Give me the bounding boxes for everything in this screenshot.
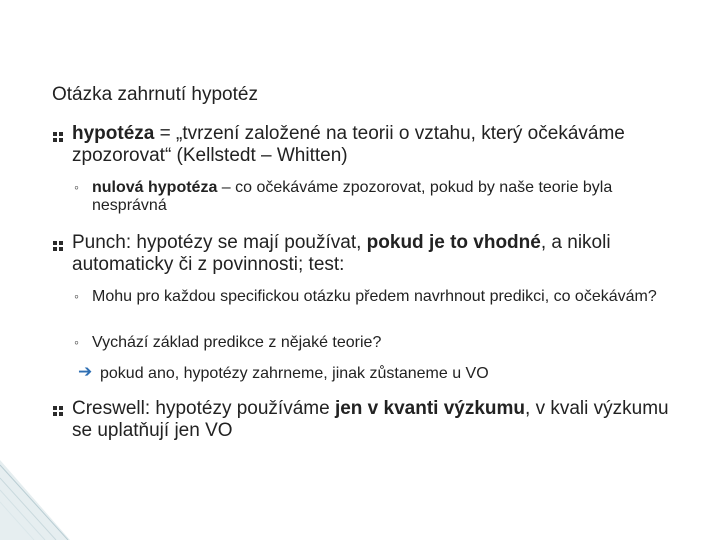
square-bullet-icon [52, 405, 64, 417]
sub-conclusion: pokud ano, hypotézy zahrneme, jinak zůstaneme u VO [100, 365, 489, 382]
punch-text-post: , a nikoli automaticky či z povinnosti; test: [72, 232, 611, 275]
sub-null-hypothesis [92, 179, 682, 215]
bullet-hypothesis-definition [72, 123, 672, 167]
term-hypothesis: hypotéza [72, 123, 155, 144]
punch-text-pre: Punch: hypotézy se mají používat, [72, 232, 367, 253]
punch-emphasis: pokud je to vhodné [366, 232, 541, 253]
null-hypothesis-text: – co očekáváme zpozorovat, pokud by naše teorie byla nesprávná [92, 179, 613, 214]
slide-title: Otázka zahrnutí hypotéz [52, 84, 258, 105]
hypothesis-definition-text: = „tvrzení založené na teorii o vztahu, který očekáváme zpozorovat“ (Kellstedt – Whitten) [72, 123, 625, 166]
square-bullet-icon [52, 240, 64, 252]
hollow-circle-icon: ◦ [74, 334, 79, 350]
hollow-circle-icon: ◦ [74, 179, 79, 195]
creswell-text-post: , v kvali výzkumu se uplatňují jen VO [72, 398, 669, 441]
creswell-text-pre: Creswell: hypotézy používáme [72, 398, 335, 419]
corner-decoration [0, 430, 720, 540]
hollow-circle-icon: ◦ [74, 288, 79, 304]
bullet-punch [72, 232, 682, 276]
term-null-hypothesis: nulová hypotéza [92, 179, 218, 196]
creswell-emphasis: jen v kvanti výzkumu [334, 398, 526, 419]
square-bullet-icon [52, 131, 64, 143]
sub-theory-question: Vychází základ predikce z nějaké teorie? [92, 334, 382, 351]
right-arrow-icon: ➔ [78, 362, 93, 381]
sub-prediction-question: Mohu pro každou specifickou otázku předem navrhnout predikci, co očekávám? [92, 288, 657, 305]
